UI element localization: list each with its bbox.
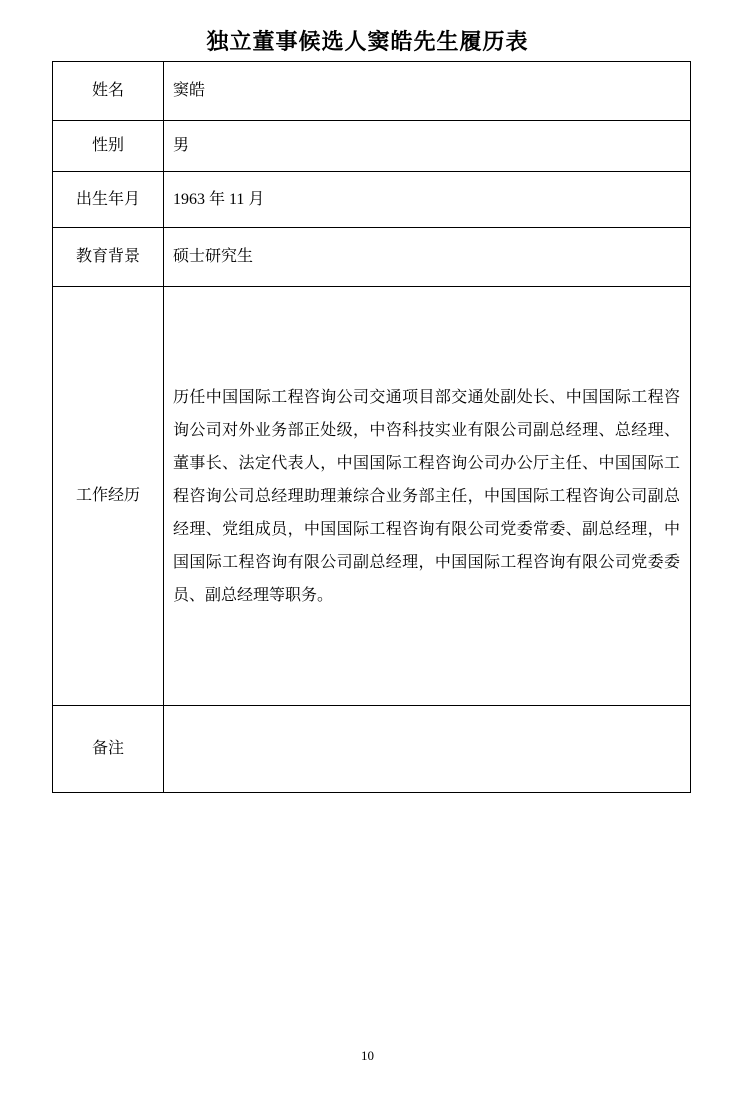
row-value-work-experience: 历任中国国际工程咨询公司交通项目部交通处副处长、中国国际工程咨询公司对外业务部正处级，中咨科技实业有限公司副总经理、总经理、董事长、法定代表人，中国国际工程咨询公司办公厅主任、中国国际工程咨询公司总经理助理兼综合业务部主任，中国国际工程咨询公司副总经理、党组成员，中国国际工程咨询有限公司党委常委、副总经理，中国国际工程咨询有限公司副总经理，中国国际工程咨询有限公司党委委员、副总经理等职务。 — [164, 287, 691, 706]
table-row — [53, 121, 691, 172]
row-label-education: 教育背景 — [53, 228, 164, 287]
row-value-education: 硕士研究生 — [164, 228, 691, 287]
table-row — [53, 62, 691, 121]
row-value-birthdate: 1963 年 11 月 — [164, 172, 691, 228]
row-label-birthdate: 出生年月 — [53, 172, 164, 228]
row-value-gender: 男 — [164, 121, 691, 172]
row-label-name: 姓名 — [53, 62, 164, 121]
page-number: 10 — [361, 1048, 374, 1063]
table-row — [53, 228, 691, 287]
resume-table — [52, 61, 691, 793]
table-row — [53, 287, 691, 706]
table-row — [53, 706, 691, 793]
page-title: 独立董事候选人窦皓先生履历表 — [206, 29, 529, 54]
row-label-work-experience: 工作经历 — [53, 287, 164, 706]
table-row — [53, 172, 691, 228]
row-label-gender: 性别 — [53, 121, 164, 172]
row-label-remarks: 备注 — [53, 706, 164, 793]
row-value-remarks — [164, 706, 691, 793]
row-value-name: 窦皓 — [164, 62, 691, 121]
